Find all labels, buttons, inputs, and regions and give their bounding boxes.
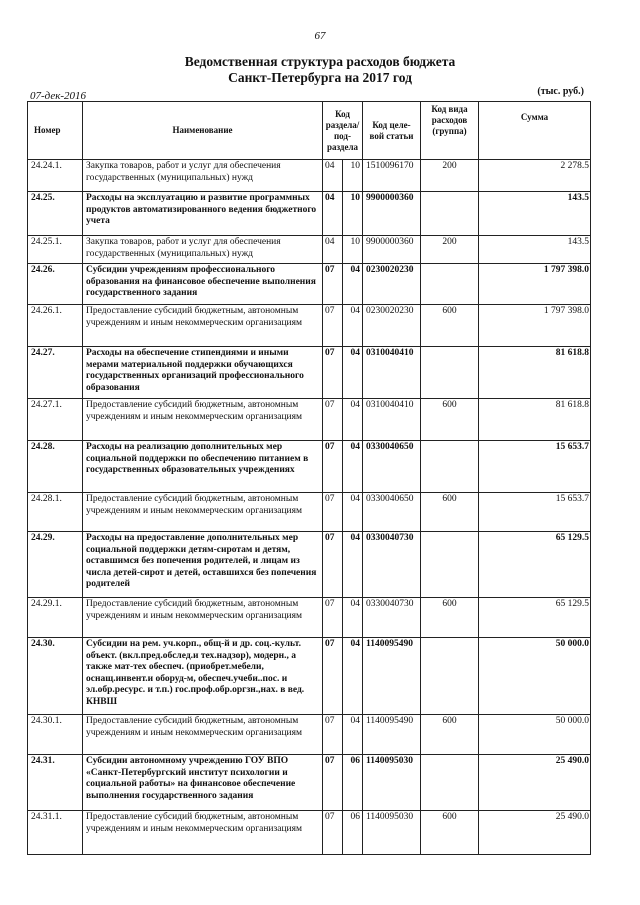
row-subsection-code: 06 — [343, 755, 363, 811]
row-subsection-code: 04 — [343, 399, 363, 441]
row-expense-type: 200 — [421, 160, 479, 192]
row-number: 24.25. — [28, 192, 83, 236]
row-name: Предоставление субсидий бюджетным, автономным учреждениям и иным некоммерческим организациям — [83, 811, 323, 855]
row-subsection-code: 04 — [343, 715, 363, 755]
row-article-code: 0230020230 — [363, 305, 421, 347]
table-row — [28, 532, 591, 598]
row-article-code: 0330040650 — [363, 441, 421, 493]
row-expense-type: 600 — [421, 399, 479, 441]
row-subsection-code: 04 — [343, 305, 363, 347]
row-article-code: 0330040730 — [363, 598, 421, 638]
table-row — [28, 347, 591, 399]
row-name: Субсидии автономному учреждению ГОУ ВПО «Санкт-Петербургский институт психологии и социальной работы» на финансовое обеспечение выполнения государственного задания — [83, 755, 323, 811]
units-label: (тыс. руб.) — [537, 86, 584, 97]
header-expense-type: Код вида расходов (группа) — [421, 102, 479, 160]
row-sum: 15 653.7 — [479, 441, 591, 493]
row-expense-type — [421, 192, 479, 236]
row-article-code: 1140095030 — [363, 811, 421, 855]
row-subsection-code: 04 — [343, 532, 363, 598]
row-subsection-code: 10 — [343, 236, 363, 264]
document-title — [0, 54, 640, 86]
table-row — [28, 755, 591, 811]
row-expense-type — [421, 264, 479, 305]
row-expense-type: 600 — [421, 715, 479, 755]
table-row — [28, 638, 591, 715]
row-section-code: 04 — [323, 160, 343, 192]
row-section-code: 07 — [323, 493, 343, 532]
row-name: Расходы на предоставление дополнительных мер социальной поддержки детям-сиротам и детям, оставшимся без попечения родителей, и лицам из числа детей-сирот и детей, оставшихся без попечения родителей — [83, 532, 323, 598]
row-expense-type: 600 — [421, 493, 479, 532]
header-number: Номер — [28, 102, 83, 160]
row-article-code: 1140095490 — [363, 638, 421, 715]
row-article-code: 1140095490 — [363, 715, 421, 755]
row-name: Предоставление субсидий бюджетным, автономным учреждениям и иным некоммерческим организациям — [83, 305, 323, 347]
row-number: 24.28.1. — [28, 493, 83, 532]
row-section-code: 07 — [323, 811, 343, 855]
row-number: 24.31.1. — [28, 811, 83, 855]
row-subsection-code: 10 — [343, 160, 363, 192]
row-expense-type — [421, 441, 479, 493]
row-article-code: 0330040730 — [363, 532, 421, 598]
row-expense-type: 600 — [421, 305, 479, 347]
row-section-code: 04 — [323, 236, 343, 264]
row-article-code: 9900000360 — [363, 236, 421, 264]
table-row — [28, 493, 591, 532]
table-row — [28, 305, 591, 347]
expense-table — [27, 101, 591, 855]
table-row — [28, 598, 591, 638]
header-name: Наименование — [83, 102, 323, 160]
table-row — [28, 160, 591, 192]
row-article-code: 1510096170 — [363, 160, 421, 192]
row-sum: 25 490.0 — [479, 811, 591, 855]
row-section-code: 07 — [323, 305, 343, 347]
row-number: 24.30. — [28, 638, 83, 715]
row-sum: 1 797 398.0 — [479, 264, 591, 305]
row-number: 24.26. — [28, 264, 83, 305]
row-name: Субсидии на рем. уч.корп., общ-й и др. соц.-культ. объект. (вкл.пред.обслед.и тех.надзор), модерн., а также мат-тех обеспеч. (приобрет.мебели, оснащ.инвент.и оборуд-м, обеспеч.учеби..пос. и эл.обр.ресурс. и т.п.) гос.проф.обр.оргзн.,нах. в вед. КНВШ — [83, 638, 323, 715]
document-date: 07-дек-2016 — [30, 90, 87, 102]
row-number: 24.27.1. — [28, 399, 83, 441]
table-row — [28, 236, 591, 264]
row-subsection-code: 04 — [343, 441, 363, 493]
row-sum: 1 797 398.0 — [479, 305, 591, 347]
row-number: 24.29.1. — [28, 598, 83, 638]
row-expense-type: 200 — [421, 236, 479, 264]
row-number: 24.28. — [28, 441, 83, 493]
row-sum: 50 000.0 — [479, 715, 591, 755]
row-subsection-code: 04 — [343, 347, 363, 399]
row-section-code: 07 — [323, 598, 343, 638]
table-row — [28, 715, 591, 755]
row-name: Закупка товаров, работ и услуг для обеспечения государственных (муниципальных) нужд — [83, 160, 323, 192]
row-number: 24.26.1. — [28, 305, 83, 347]
row-article-code: 1140095030 — [363, 755, 421, 811]
row-sum: 65 129.5 — [479, 532, 591, 598]
row-subsection-code: 06 — [343, 811, 363, 855]
row-section-code: 07 — [323, 399, 343, 441]
table-row — [28, 399, 591, 441]
row-name: Расходы на реализацию дополнительных мер социальной поддержки по обеспечению питанием в государственных образовательных учреждениях — [83, 441, 323, 493]
table-header-row — [28, 102, 591, 160]
row-section-code: 07 — [323, 532, 343, 598]
row-sum: 143.5 — [479, 236, 591, 264]
row-expense-type: 600 — [421, 598, 479, 638]
row-name: Расходы на обеспечение стипендиями и иными мерами материальной поддержки обучающихся государственных организаций профессионального образования — [83, 347, 323, 399]
row-number: 24.29. — [28, 532, 83, 598]
row-article-code: 0330040650 — [363, 493, 421, 532]
row-name: Расходы на эксплуатацию и развитие программных продуктов автоматизированного ведения бюджетного учета — [83, 192, 323, 236]
row-section-code: 07 — [323, 638, 343, 715]
title-line-1: Ведомственная структура расходов бюджета — [184, 54, 456, 69]
row-subsection-code: 10 — [343, 192, 363, 236]
row-subsection-code: 04 — [343, 493, 363, 532]
row-section-code: 07 — [323, 347, 343, 399]
row-name: Предоставление субсидий бюджетным, автономным учреждениям и иным некоммерческим организациям — [83, 399, 323, 441]
row-sum: 81 618.8 — [479, 347, 591, 399]
row-article-code: 0230020230 — [363, 264, 421, 305]
row-name: Предоставление субсидий бюджетным, автономным учреждениям и иным некоммерческим организациям — [83, 598, 323, 638]
header-section: Код раздела/ под- раздела — [323, 102, 363, 160]
row-article-code: 9900000360 — [363, 192, 421, 236]
table-row — [28, 192, 591, 236]
row-section-code: 07 — [323, 264, 343, 305]
row-number: 24.24.1. — [28, 160, 83, 192]
row-expense-type: 600 — [421, 811, 479, 855]
row-sum: 2 278.5 — [479, 160, 591, 192]
title-line-2: Санкт-Петербурга на 2017 год — [228, 70, 412, 85]
row-sum: 50 000.0 — [479, 638, 591, 715]
table-row — [28, 811, 591, 855]
row-sum: 25 490.0 — [479, 755, 591, 811]
row-section-code: 04 — [323, 192, 343, 236]
row-expense-type — [421, 638, 479, 715]
row-number: 24.25.1. — [28, 236, 83, 264]
row-expense-type — [421, 347, 479, 399]
row-name: Предоставление субсидий бюджетным, автономным учреждениям и иным некоммерческим организациям — [83, 493, 323, 532]
row-sum: 15 653.7 — [479, 493, 591, 532]
table-row — [28, 441, 591, 493]
row-section-code: 07 — [323, 755, 343, 811]
table-row — [28, 264, 591, 305]
row-number: 24.30.1. — [28, 715, 83, 755]
row-expense-type — [421, 532, 479, 598]
row-sum: 81 618.8 — [479, 399, 591, 441]
header-sum: Сумма — [479, 102, 591, 160]
row-subsection-code: 04 — [343, 264, 363, 305]
row-name: Предоставление субсидий бюджетным, автономным учреждениям и иным некоммерческим организациям — [83, 715, 323, 755]
row-number: 24.31. — [28, 755, 83, 811]
row-article-code: 0310040410 — [363, 347, 421, 399]
row-article-code: 0310040410 — [363, 399, 421, 441]
row-number: 24.27. — [28, 347, 83, 399]
row-section-code: 07 — [323, 441, 343, 493]
header-article: Код целе- вой статьи — [363, 102, 421, 160]
row-name: Закупка товаров, работ и услуг для обеспечения государственных (муниципальных) нужд — [83, 236, 323, 264]
row-name: Субсидии учреждениям профессионального образования на финансовое обеспечение выполнения государственного задания — [83, 264, 323, 305]
row-sum: 143.5 — [479, 192, 591, 236]
page-number: 67 — [314, 30, 326, 42]
row-section-code: 07 — [323, 715, 343, 755]
row-subsection-code: 04 — [343, 638, 363, 715]
row-expense-type — [421, 755, 479, 811]
row-sum: 65 129.5 — [479, 598, 591, 638]
row-subsection-code: 04 — [343, 598, 363, 638]
